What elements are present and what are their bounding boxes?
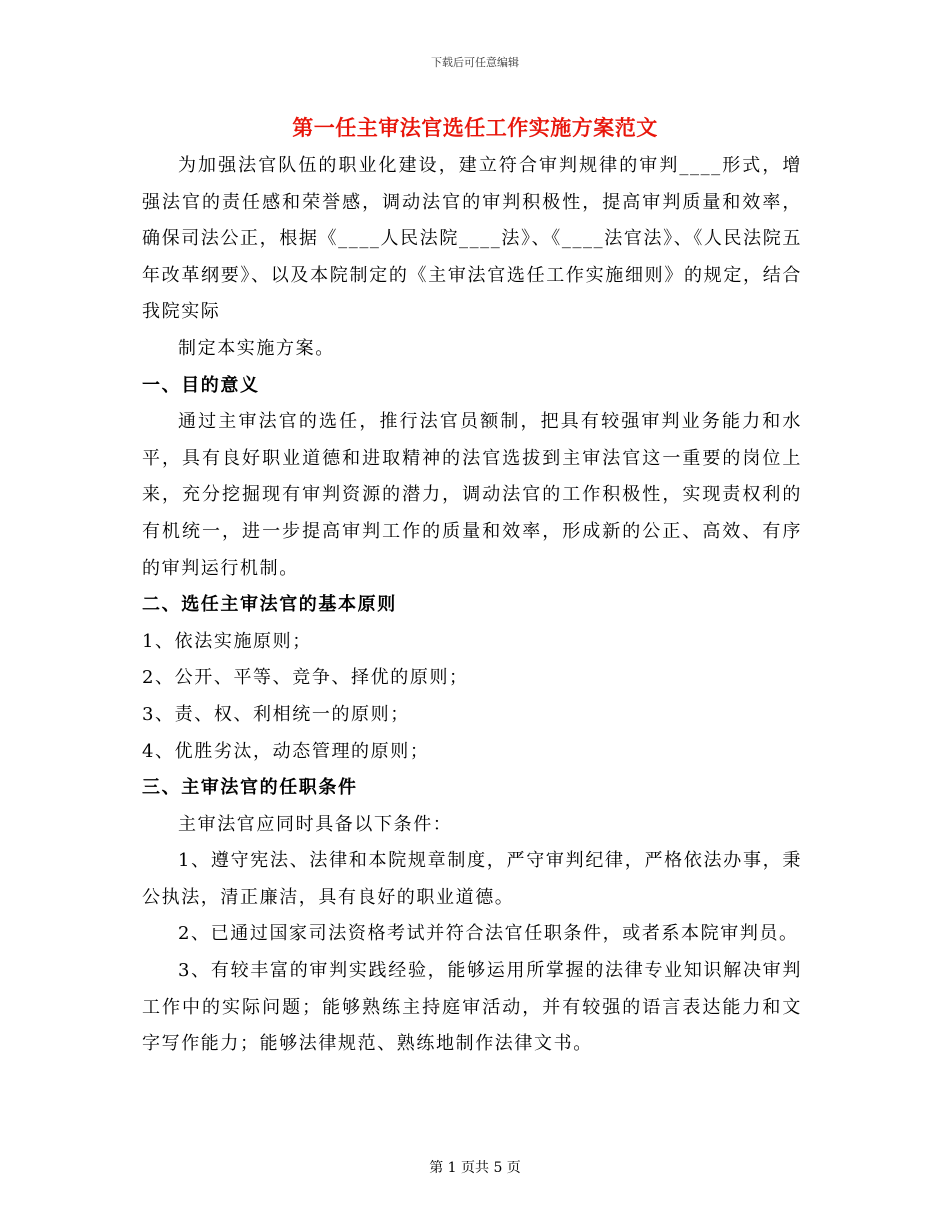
document-body — [142, 148, 802, 1063]
condition-item: 1、遵守宪法、法律和本院规章制度，严守审判纪律，严格依法办事，秉公执法，清正廉洁，具有良好的职业道德。 — [142, 850, 802, 908]
document-title: 第一任主审法官选任工作实施方案范文 — [292, 115, 658, 140]
section-3-lead: 主审法官应同时具备以下条件： — [178, 813, 453, 835]
principle-item: 1、依法实施原则； — [142, 630, 312, 652]
section-heading-1: 一、目的意义 — [142, 374, 260, 396]
principle-item: 4、优胜劣汰，动态管理的原则； — [142, 740, 430, 762]
condition-item: 3、有较丰富的审判实践经验，能够运用所掌握的法律专业知识解决审判工作中的实际问题；能够熟练主持庭审活动，并有较强的语言表达能力和文字写作能力；能够法律规范、熟练地制作法律文书。 — [142, 960, 802, 1055]
principle-item: 2、公开、平等、竞争、择优的原则； — [142, 667, 469, 689]
page-number: 第 1 页共 5 页 — [429, 1160, 521, 1176]
section-heading-3: 三、主审法官的任职条件 — [142, 777, 358, 799]
section-1-paragraph: 通过主审法官的选任，推行法官员额制，把具有较强审判业务能力和水平，具有良好职业道德和进取精神的法官选拔到主审法官这一重要的岗位上来，充分挖掘现有审判资源的潜力，调动法官的工作积极性，实现责权利的有机统一，进一步提高审判工作的质量和效率，形成新的公正、高效、有序的审判运行机制。 — [142, 411, 802, 579]
header-note: 下载后可任意编辑 — [431, 56, 519, 69]
section-heading-2: 二、选任主审法官的基本原则 — [142, 594, 397, 616]
condition-item: 2、已通过国家司法资格考试并符合法官任职条件，或者系本院审判员。 — [178, 923, 799, 945]
intro-paragraph: 为加强法官队伍的职业化建设，建立符合审判规律的审判____形式，增强法官的责任感和荣誉感，调动法官的审判积极性，提高审判质量和效率，确保司法公正，根据《____人民法院____法》、《____法官法》、《人民法院五年改革纲要》、以及本院制定的《主审法官选任工作实施细则》的规定，结合我院实际 — [142, 155, 802, 323]
intro-paragraph-end: 制定本实施方案。 — [178, 337, 335, 359]
principle-item: 3、责、权、利相统一的原则； — [142, 703, 410, 725]
